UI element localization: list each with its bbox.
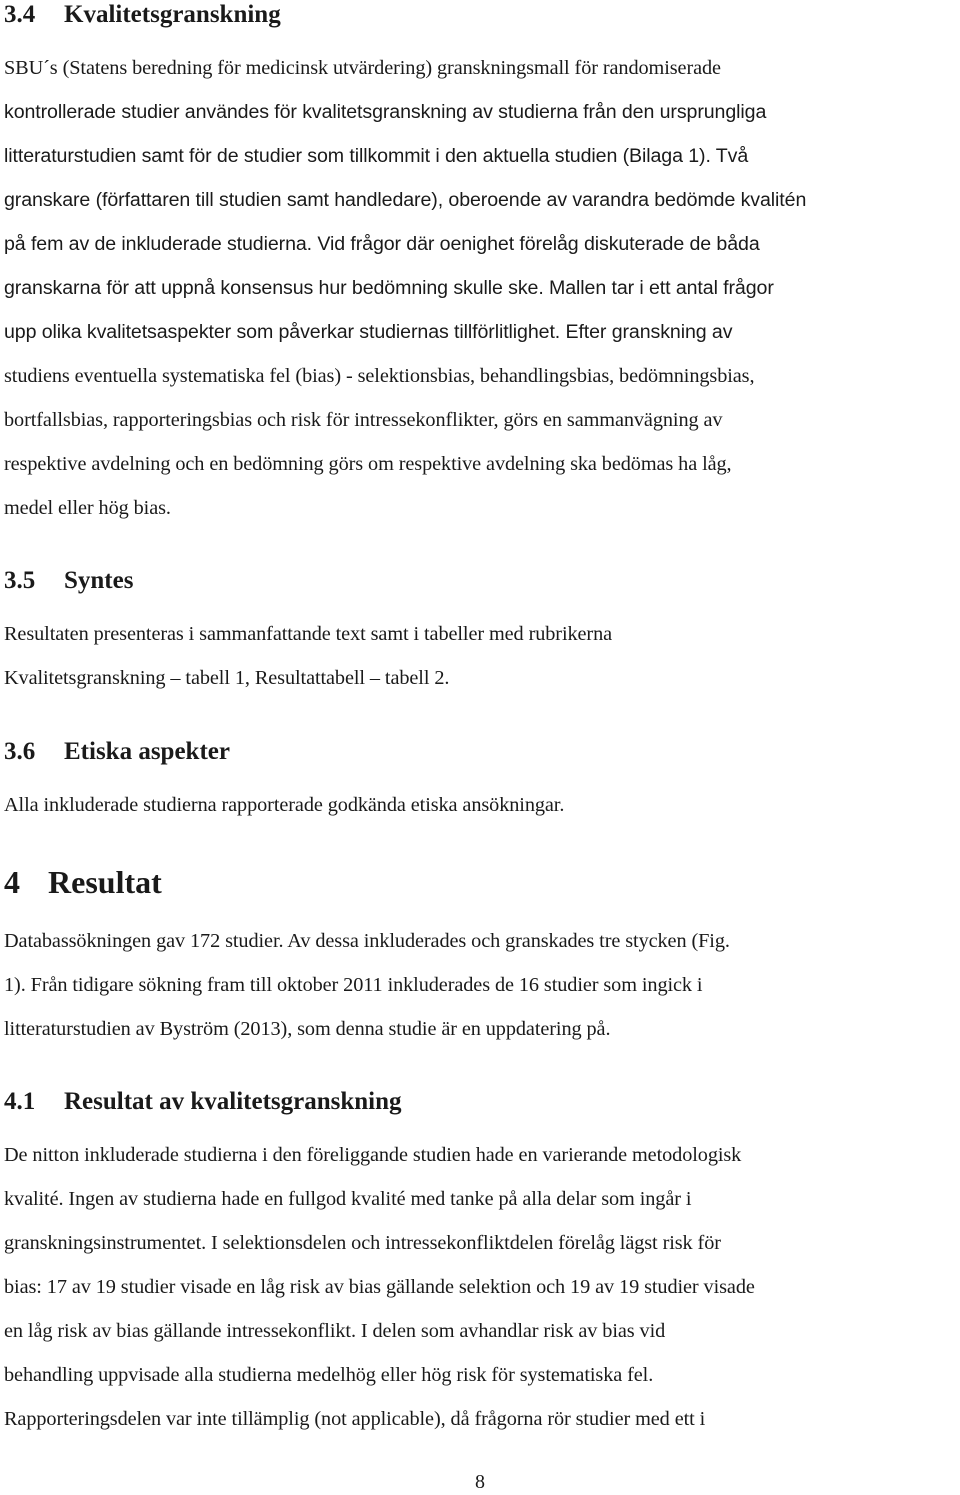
section-number: 3.4: [4, 1, 36, 28]
text-line: bias: 17 av 19 studier visade en låg risk av bias gällande selektion och 19 av 19 studier visade: [4, 1276, 755, 1298]
text-line: granskare (författaren till studien samt handledare), oberoende av varandra bedömde kvalitén: [4, 189, 807, 211]
text-line: studiens eventuella systematiska fel (bias) - selektionsbias, behandlingsbias, bedömningsbias,: [4, 365, 755, 387]
section-heading-3-4: [4, 0, 281, 30]
section-heading-3-5: [4, 566, 133, 596]
text-line: kvalité. Ingen av studierna hade en fullgod kvalité med tanke på alla delar som ingår i: [4, 1188, 692, 1210]
page-number: 8: [475, 1471, 485, 1493]
section-number: 4.1: [4, 1088, 36, 1115]
text-line: på fem av de inkluderade studierna. Vid frågor där oenighet förelåg diskuterade de båda: [4, 233, 760, 255]
section-title: Resultat av kvalitetsgranskning: [64, 1088, 402, 1115]
text-line: respektive avdelning och en bedömning görs om respektive avdelning ska bedömas ha låg,: [4, 453, 732, 475]
text-line: Alla inkluderade studierna rapporterade godkända etiska ansökningar.: [4, 794, 565, 816]
text-line: kontrollerade studier användes för kvalitetsgranskning av studierna från den ursprungliga: [4, 101, 767, 123]
text-line: Databassökningen gav 172 studier. Av dessa inkluderades och granskades tre stycken (Fig.: [4, 930, 730, 952]
text-line: litteraturstudien samt för de studier som tillkommit i den aktuella studien (Bilaga 1). Två: [4, 145, 749, 167]
text-line: bortfallsbias, rapporteringsbias och risk för intressekonflikter, görs en sammanvägning av: [4, 409, 723, 431]
section-title: Kvalitetsgranskning: [64, 1, 281, 28]
paragraph-etiska-aspekter: [4, 783, 564, 827]
text-line: medel eller hög bias.: [4, 497, 171, 519]
section-title: Etiska aspekter: [64, 738, 230, 765]
text-line: Rapporteringsdelen var inte tillämplig (not applicable), då frågorna rör studier med ett i: [4, 1408, 706, 1430]
text-line: Kvalitetsgranskning – tabell 1, Resultattabell – tabell 2.: [4, 667, 450, 689]
paragraph-resultat: [4, 919, 730, 1051]
text-line: Resultaten presenteras i sammanfattande text samt i tabeller med rubrikerna: [4, 623, 613, 645]
section-heading-4-1: [4, 1087, 402, 1117]
chapter-number: 4: [4, 864, 20, 900]
text-line: De nitton inkluderade studierna i den föreliggande studien hade en varierande metodologisk: [4, 1144, 742, 1166]
paragraph-resultat-kvalitetsgranskning: [4, 1133, 755, 1441]
text-line: granskningsinstrumentet. I selektionsdelen och intressekonfliktdelen förelåg lägst risk för: [4, 1232, 721, 1254]
section-number: 3.6: [4, 738, 36, 765]
section-number: 3.5: [4, 567, 36, 594]
text-line: behandling uppvisade alla studierna medelhög eller hög risk för systematiska fel.: [4, 1364, 654, 1386]
text-line: litteraturstudien av Byström (2013), som denna studie är en uppdatering på.: [4, 1018, 611, 1040]
section-title: Syntes: [64, 567, 134, 594]
chapter-title: Resultat: [48, 864, 162, 900]
chapter-heading-4: [4, 862, 162, 902]
text-line: 1). Från tidigare sökning fram till oktober 2011 inkluderades de 16 studier som ingick i: [4, 974, 703, 996]
text-line: upp olika kvalitetsaspekter som påverkar studiernas tillförlitlighet. Efter granskning av: [4, 321, 733, 343]
section-heading-3-6: [4, 737, 230, 767]
text-line: granskarna för att uppnå konsensus hur bedömning skulle ske. Mallen tar i ett antal frågor: [4, 277, 774, 299]
paragraph-kvalitetsgranskning: [4, 46, 806, 530]
text-line: SBU´s (Statens beredning för medicinsk utvärdering) granskningsmall för randomiserade: [4, 57, 721, 79]
text-line: en låg risk av bias gällande intressekonflikt. I delen som avhandlar risk av bias vid: [4, 1320, 666, 1342]
paragraph-syntes: [4, 612, 612, 700]
